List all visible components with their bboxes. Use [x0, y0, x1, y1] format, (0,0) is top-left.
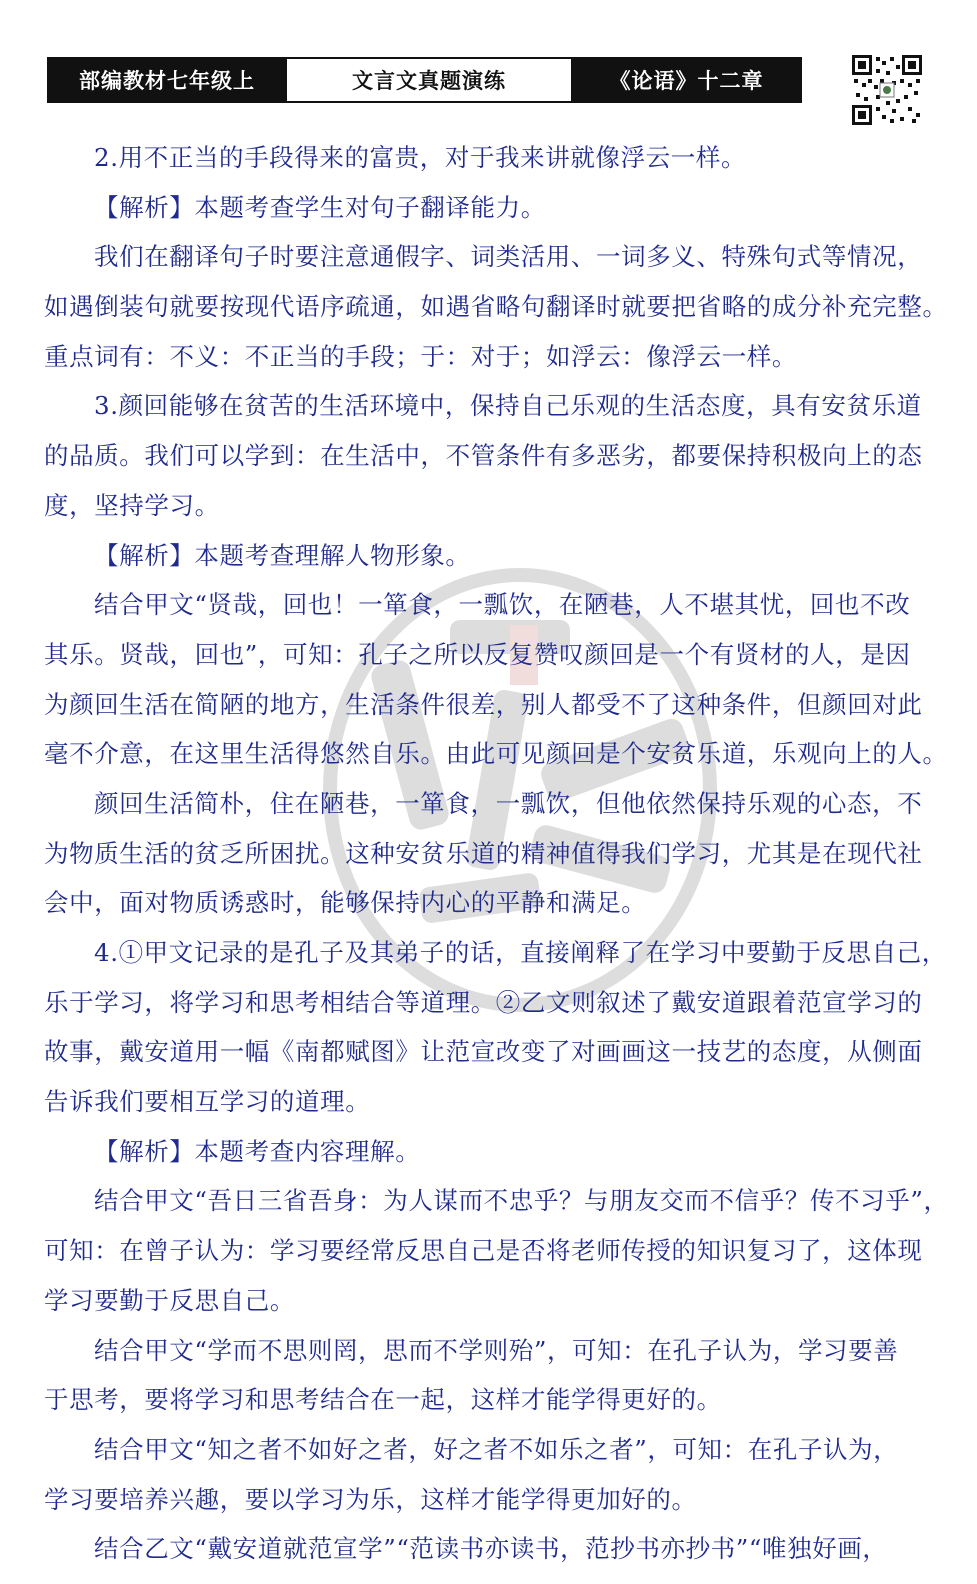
qr-code-icon: [852, 55, 922, 125]
header-chapter-title: 《论语》十二章: [573, 59, 800, 101]
paragraph-line: 于思考，要将学习和思考结合在一起，这样才能学得更好的。: [44, 1385, 722, 1415]
paragraph-line: 重点词有：不义：不正当的手段；于：对于；如浮云：像浮云一样。: [44, 341, 797, 371]
paragraph-line: 告诉我们要相互学习的道理。: [44, 1087, 371, 1117]
answer-2: 2.用不正当的手段得来的富贵，对于我来讲就像浮云一样。: [94, 143, 747, 172]
paragraph-line: 结合乙文“戴安道就范宣学”“范读书亦读书，范抄书亦抄书”“唯独好画，: [94, 1534, 888, 1564]
paragraph-line: 结合甲文“吾日三省吾身：为人谋而不忠乎？与朋友交而不信乎？传不习乎”，: [94, 1186, 949, 1216]
paragraph-line: 结合甲文“贤哉，回也！一箪食，一瓢饮，在陋巷，人不堪其忧，回也不改: [94, 590, 911, 620]
paragraph-line: 度，坚持学习。: [44, 490, 220, 520]
answer-4: 4.①甲文记录的是孔子及其弟子的话，直接阐释了在学习中要勤于反思自己，: [94, 938, 947, 967]
paragraph-line: 乐于学习，将学习和思考相结合等道理。②乙文则叙述了戴安道跟着范宣学习的: [44, 987, 923, 1017]
paragraph-line: 结合甲文“学而不思则罔，思而不学则殆”，可知：在孔子认为，学习要善: [94, 1335, 899, 1365]
paragraph-line: 结合甲文“知之者不如好之者，好之者不如乐之者”，可知：在孔子认为，: [94, 1434, 899, 1464]
paragraph-line: 学习要勤于反思自己。: [44, 1285, 295, 1315]
analysis-2-heading: 【解析】本题考查学生对句子翻译能力。: [94, 192, 546, 222]
paragraph-line: 可知：在曾子认为：学习要经常反思自己是否将老师传授的知识复习了，这体现: [44, 1236, 923, 1266]
analysis-3-heading: 【解析】本题考查理解人物形象。: [94, 540, 471, 570]
header-grade-label: 部编教材七年级上: [49, 59, 285, 101]
document-body: [44, 133, 949, 1574]
paragraph-line: 的品质。我们可以学到：在生活中，不管条件有多恶劣，都要保持积极向上的态: [44, 441, 923, 471]
answer-3: 3.颜回能够在贫苦的生活环境中，保持自己乐观的生活态度，具有安贫乐道: [94, 391, 922, 421]
header-bar: [47, 57, 802, 103]
analysis-4-heading: 【解析】本题考查内容理解。: [94, 1136, 421, 1166]
header-section-title: 文言文真题演练: [285, 59, 573, 101]
paragraph-line: 颜回生活简朴，住在陋巷，一箪食，一瓢饮，但他依然保持乐观的心态，不: [94, 788, 923, 818]
paragraph-line: 为物质生活的贫乏所困扰。这种安贫乐道的精神值得我们学习，尤其是在现代社: [44, 838, 923, 868]
paragraph-line: 学习要培养兴趣，要以学习为乐，这样才能学得更加好的。: [44, 1484, 697, 1514]
paragraph-line: 故事，戴安道用一幅《南都赋图》让范宣改变了对画画这一技艺的态度，从侧面: [44, 1037, 923, 1067]
paragraph-line: 会中，面对物质诱惑时，能够保持内心的平静和满足。: [44, 888, 647, 918]
paragraph-line: 如遇倒装句就要按现代语序疏通，如遇省略句翻译时就要把省略的成分补充完整。: [44, 292, 948, 322]
paragraph-line: 其乐。贤哉，回也”，可知：孔子之所以反复赞叹颜回是一个有贤材的人，是因: [44, 639, 911, 669]
paragraph-line: 为颜回生活在简陋的地方，生活条件很差，别人都受不了这种条件，但颜回对此: [44, 689, 923, 719]
paragraph-line: 毫不介意，在这里生活得悠然自乐。由此可见颜回是个安贫乐道，乐观向上的人。: [44, 739, 948, 769]
paragraph-line: 我们在翻译句子时要注意通假字、词类活用、一词多义、特殊句式等情况，: [94, 242, 923, 272]
